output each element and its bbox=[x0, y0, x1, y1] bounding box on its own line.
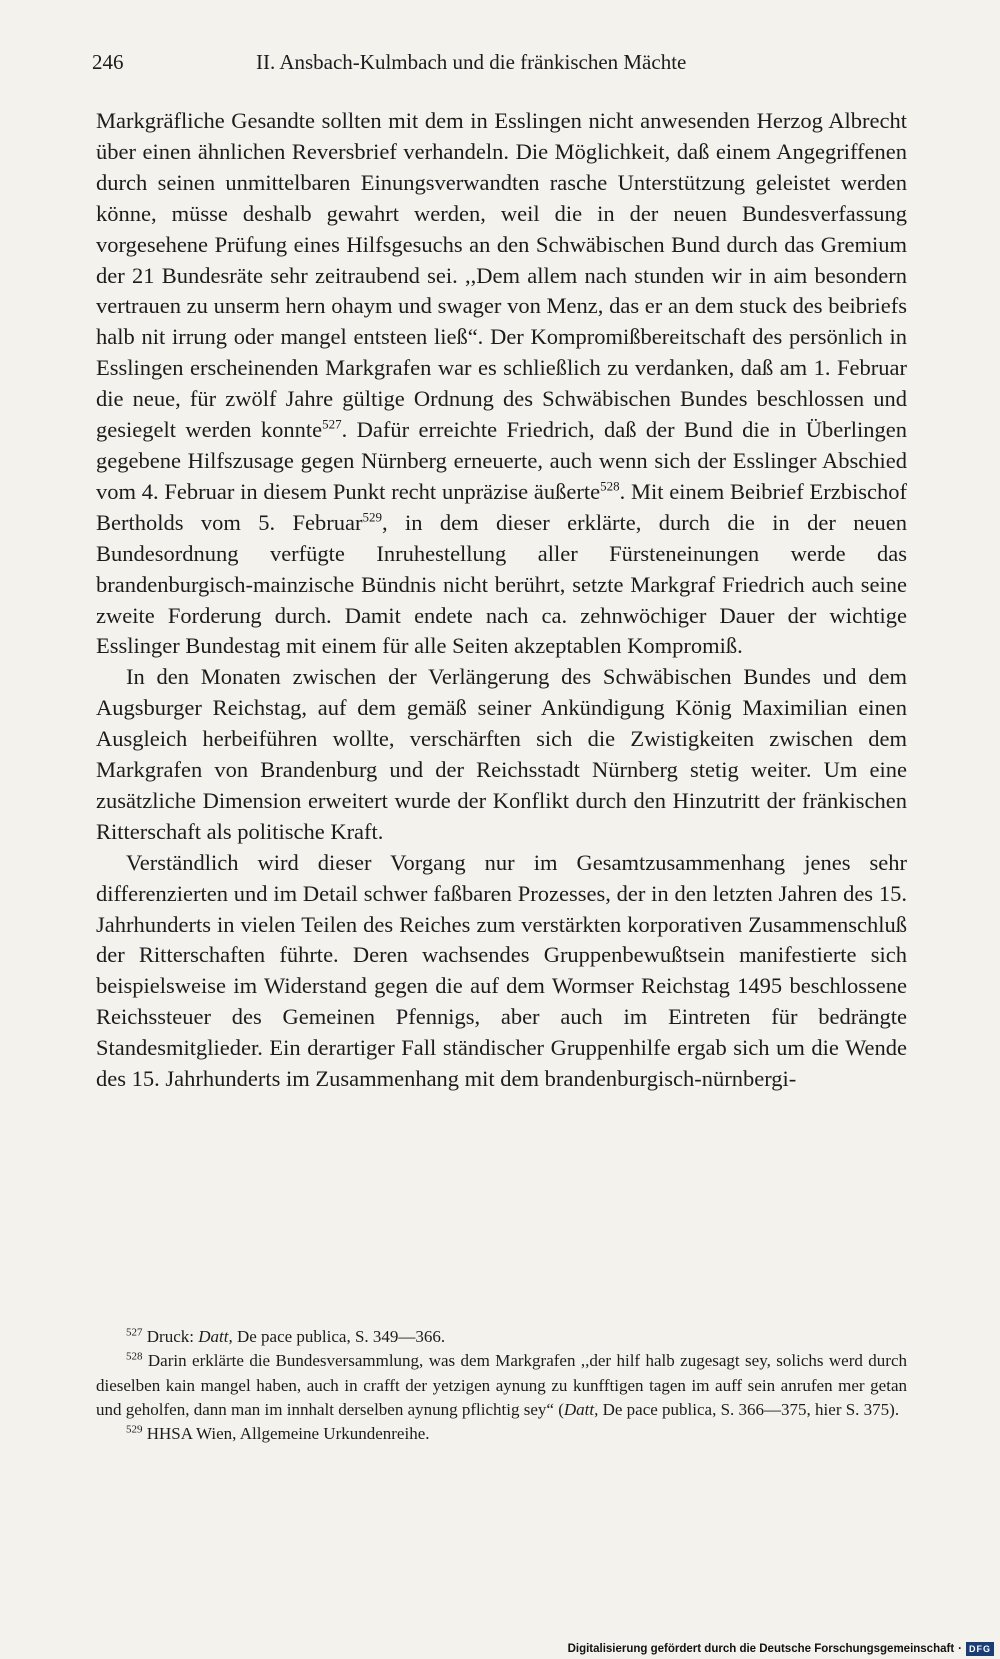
digitization-footer bbox=[568, 1639, 1000, 1659]
page-number: 246 bbox=[92, 50, 124, 74]
main-text bbox=[96, 106, 907, 1095]
footnote-number: 528 bbox=[126, 1350, 143, 1363]
paragraph-1-part-c: . Mit einem Beibrief Erzbischof Bertholds vom 5. Februar bbox=[96, 478, 907, 535]
footnote-text: HHSA Wien, Allgemeine Urkundenreihe. bbox=[142, 1424, 430, 1444]
paragraph-3: Verständlich wird dieser Vorgang nur im Gesamtzusammenhang jenes sehr differenzierten und im Detail schwer faßbaren Prozesses, der in den letzten Jahren des 15. Jahrhunderts in vielen Teilen des Reiches zum verstärkten korporativen Zusammenschluß der Ritterschaften führte. Deren wachsendes Gruppenbewußtsein manifestierte sich beispielsweise im Widerstand gegen die auf dem Wormser Reichstag 1495 beschlossene Reichssteuer des Gemeinen Pfennigs, aber auch im Eintreten für bedrängte Standesmitglieder. Ein derartiger Fall ständischer Gruppenhilfe ergab sich um die Wende des 15. Jahrhunderts im Zusammenhang mit dem brandenburgisch-nürnbergi- bbox=[96, 849, 907, 1092]
footnote-ref-529[interactable]: 529 bbox=[362, 509, 382, 525]
paragraph-2: In den Monaten zwischen der Verlängerung des Schwäbischen Bundes und dem Augsburger Reichstag, auf dem gemäß seiner Ankündigung König Maximilian einen Ausgleich herbeiführen wollte, verschärften sich die Zwistigkeiten zwischen dem Markgrafen von Brandenburg und der Reichsstadt Nürnberg stetig weiter. Um eine zusätzliche Dimension erweitert wurde der Konflikt durch den Hinzutritt der fränkischen Ritterschaft als politische Kraft. bbox=[96, 664, 907, 844]
footnote-ref-527[interactable]: 527 bbox=[322, 416, 342, 432]
footnote-text: De pace publica, S. 366—375, hier S. 375). bbox=[598, 1399, 900, 1419]
paragraph-1-part-b: . Dafür erreichte Friedrich, daß der Bund die in Überlingen gegebene Hilfszusage gegen Nürnberg erneuerte, auch wenn sich der Esslinger Abschied vom 4. Februar in diesem Punkt recht unpräzise äußerte bbox=[96, 417, 908, 504]
footnote-527 bbox=[96, 1325, 907, 1349]
footnotes bbox=[96, 1325, 907, 1446]
footnote-number: 529 bbox=[126, 1423, 143, 1436]
page-header bbox=[92, 50, 907, 80]
footnote-text: De pace publica, S. 349—366. bbox=[232, 1327, 446, 1346]
author-name: Datt, bbox=[563, 1399, 599, 1419]
paragraph-1 bbox=[96, 106, 907, 662]
footnote-number: 527 bbox=[126, 1326, 143, 1339]
dfg-logo-icon: DFG bbox=[966, 1642, 994, 1656]
running-title: II. Ansbach-Kulmbach und die fränkischen Mächte bbox=[256, 50, 687, 74]
separator: · bbox=[958, 1643, 962, 1655]
footnote-text: Darin erklärte die Bundesversammlung, was dem Markgrafen ,,der hilf halb zugesagt sey, solichs werd durch dieselben kain mangel haben, auch in crafft der yetzigen aynung zu kunfftigen tagen im auff sein anrufen mer getan und geholfen, dann man im innhalt derselben aynung pflichtig sey“ ( bbox=[96, 1351, 907, 1419]
paragraph-1-part-a: Markgräfliche Gesandte sollten mit dem in Esslingen nicht anwesenden Herzog Albrecht über einen ähnlichen Reversbrief verhandeln. Die Möglichkeit, daß einem Angegriffenen durch seinen unmittelbaren Einungsverwandten rasche Unterstützung geleistet werden könne, müsse deshalb gewahrt werden, weil die in der neuen Bundesverfassung vorgesehene Prüfung eines Hilfsgesuchs an den Schwäbischen Bund durch das Gremium der 21 Bundesräte sehr zeitraubend sei. ,,Dem allem nach stunden wir in aim besondern vertrauen zu unserm hern ohaym und swager von Menz, das er an dem stuck des beibriefs halb nit irrung oder mangel entsteen ließ“. Der Kompromißbereitschaft des persönlich in Esslingen erscheinenden Markgrafen war es schließlich zu verdanken, daß am 1. Februar die neue, für zwölf Jahre gültige Ordnung des Schwäbischen Bundes beschlossen und gesiegelt werden konnte bbox=[96, 108, 907, 443]
author-name: Datt, bbox=[198, 1327, 233, 1346]
digitization-note: Digitalisierung gefördert durch die Deutsche Forschungsgemeinschaft bbox=[567, 1643, 955, 1655]
footnote-529 bbox=[96, 1422, 907, 1446]
footnote-text: Druck: bbox=[142, 1327, 199, 1346]
footnote-ref-528[interactable]: 528 bbox=[600, 478, 620, 494]
footnote-528 bbox=[96, 1349, 907, 1422]
paragraph-1-part-d: , in dem dieser erklärte, durch die in der neuen Bundesordnung verfügte Inruhestellung aller Fürsteneinungen werde das brandenburgisch-mainzische Bündnis nicht berührt, setzte Markgraf Friedrich auch seine zweite Forderung durch. Damit endete nach ca. zehnwöchiger Dauer der wichtige Esslinger Bundestag mit einem für alle Seiten akzeptablen Kompromiß. bbox=[96, 509, 907, 659]
